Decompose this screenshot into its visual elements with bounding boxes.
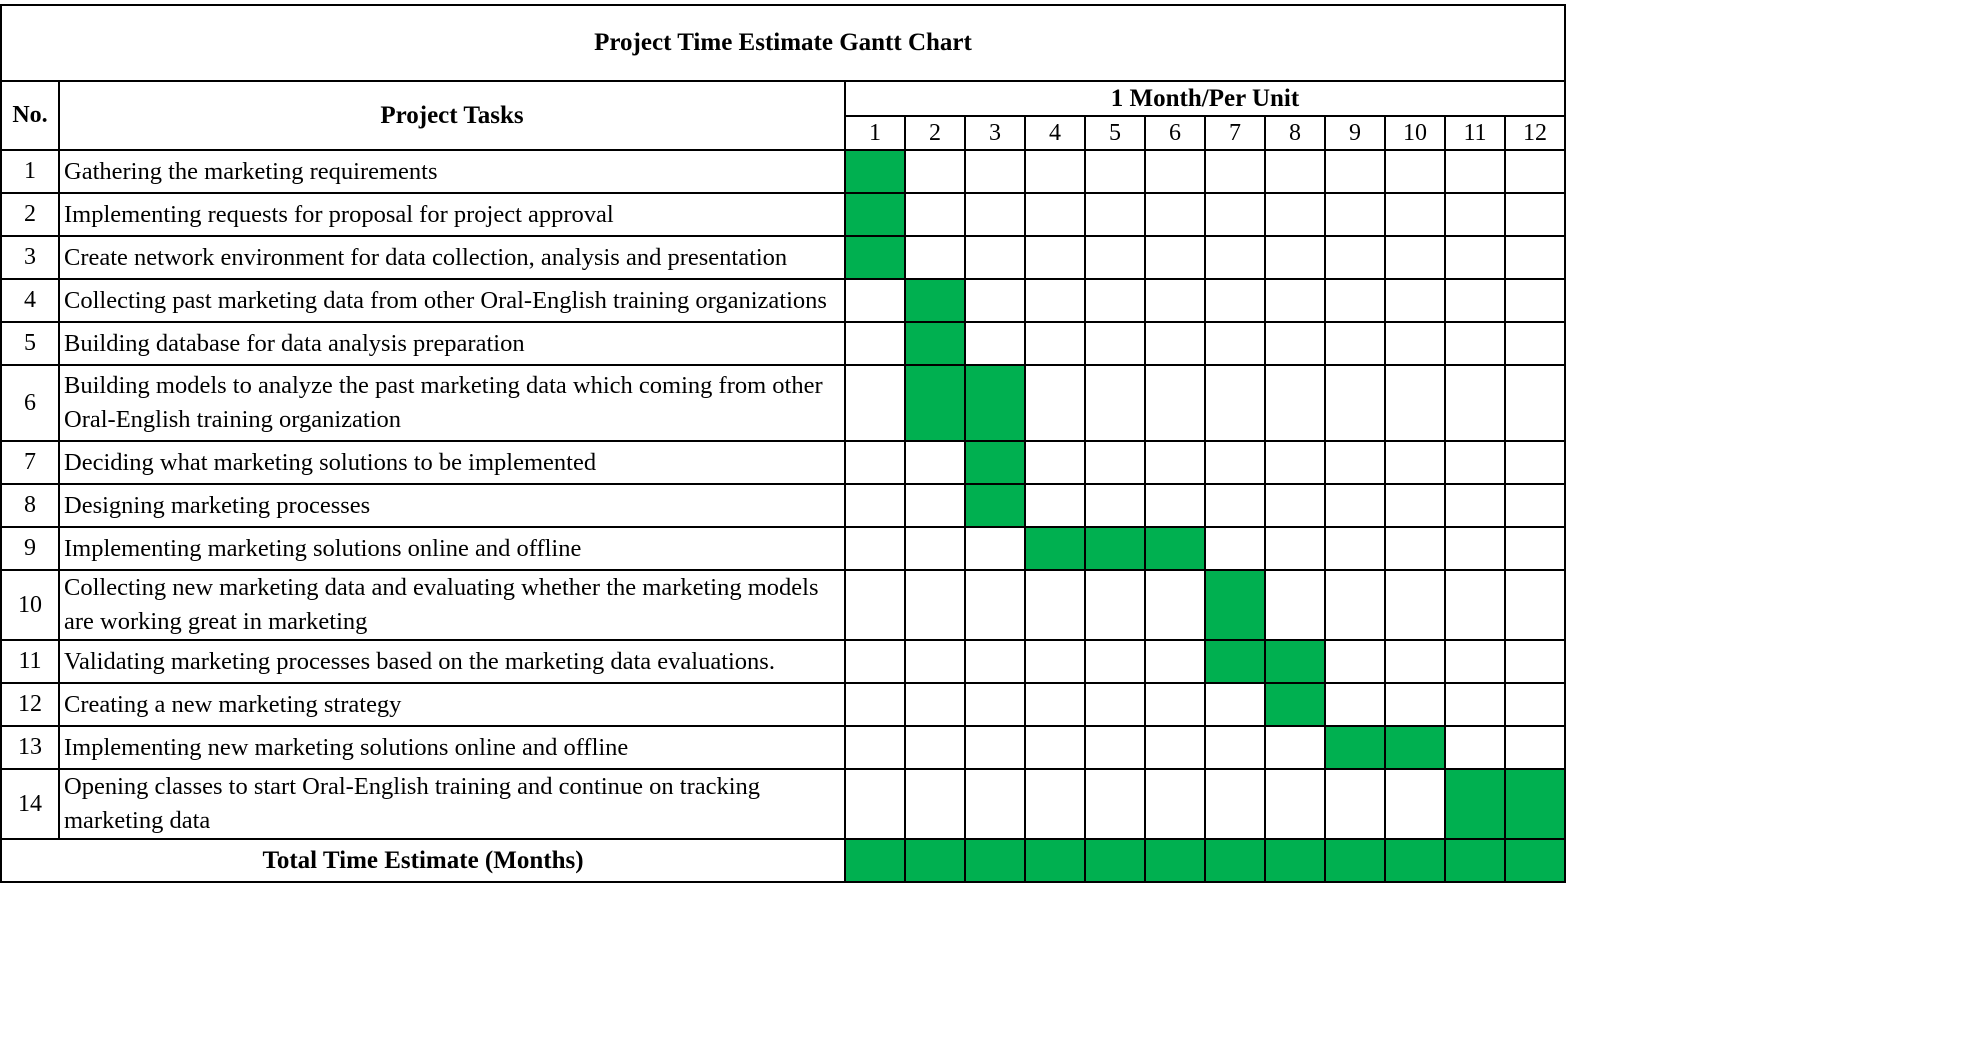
gantt-empty-cell (1205, 236, 1265, 279)
task-row (1, 322, 1565, 365)
gantt-empty-cell (905, 150, 965, 193)
gantt-bar-cell (1265, 683, 1325, 726)
gantt-empty-cell (845, 441, 905, 484)
task-number: 14 (1, 769, 59, 839)
gantt-bar-cell (1025, 527, 1085, 570)
gantt-empty-cell (1505, 726, 1565, 769)
chart-title: Project Time Estimate Gantt Chart (1, 5, 1565, 81)
gantt-empty-cell (965, 726, 1025, 769)
gantt-empty-cell (1505, 322, 1565, 365)
header-project-tasks: Project Tasks (59, 81, 845, 150)
gantt-empty-cell (1145, 640, 1205, 683)
gantt-empty-cell (845, 726, 905, 769)
gantt-empty-cell (1085, 570, 1145, 640)
task-row (1, 279, 1565, 322)
gantt-empty-cell (1145, 570, 1205, 640)
gantt-empty-cell (1445, 527, 1505, 570)
gantt-empty-cell (1385, 570, 1445, 640)
month-header-10: 10 (1385, 116, 1445, 150)
gantt-empty-cell (1205, 193, 1265, 236)
gantt-bar-cell (845, 236, 905, 279)
task-row (1, 484, 1565, 527)
gantt-table (0, 4, 1566, 883)
gantt-empty-cell (1325, 365, 1385, 441)
gantt-empty-cell (1385, 193, 1445, 236)
gantt-empty-cell (845, 527, 905, 570)
gantt-empty-cell (1325, 322, 1385, 365)
gantt-empty-cell (1325, 236, 1385, 279)
gantt-empty-cell (845, 769, 905, 839)
gantt-bar-cell (1085, 527, 1145, 570)
gantt-empty-cell (1145, 279, 1205, 322)
gantt-empty-cell (1145, 726, 1205, 769)
gantt-bar-cell (965, 484, 1025, 527)
task-row (1, 441, 1565, 484)
gantt-bar-cell (1265, 640, 1325, 683)
header-no: No. (1, 81, 59, 150)
gantt-empty-cell (1325, 570, 1385, 640)
gantt-empty-cell (1445, 570, 1505, 640)
task-name: Creating a new marketing strategy (59, 683, 845, 726)
header-month-unit: 1 Month/Per Unit (845, 81, 1565, 116)
gantt-chart (0, 4, 1566, 883)
gantt-empty-cell (1205, 150, 1265, 193)
gantt-empty-cell (965, 193, 1025, 236)
gantt-empty-cell (1025, 683, 1085, 726)
gantt-empty-cell (1265, 726, 1325, 769)
total-bar-cell (1085, 839, 1145, 882)
gantt-bar-cell (905, 279, 965, 322)
task-number: 2 (1, 193, 59, 236)
gantt-empty-cell (1505, 484, 1565, 527)
month-header-7: 7 (1205, 116, 1265, 150)
task-name: Deciding what marketing solutions to be implemented (59, 441, 845, 484)
total-bar-cell (1385, 839, 1445, 882)
task-name: Implementing new marketing solutions online and offline (59, 726, 845, 769)
gantt-empty-cell (1085, 640, 1145, 683)
gantt-empty-cell (1265, 193, 1325, 236)
task-number: 1 (1, 150, 59, 193)
month-header-8: 8 (1265, 116, 1325, 150)
gantt-empty-cell (905, 236, 965, 279)
gantt-empty-cell (1145, 441, 1205, 484)
gantt-empty-cell (1445, 441, 1505, 484)
task-name: Building database for data analysis preparation (59, 322, 845, 365)
gantt-empty-cell (1385, 322, 1445, 365)
gantt-empty-cell (1085, 322, 1145, 365)
task-name: Implementing requests for proposal for project approval (59, 193, 845, 236)
task-name: Building models to analyze the past marketing data which coming from other Oral-English training organization (59, 365, 845, 441)
gantt-empty-cell (905, 441, 965, 484)
gantt-bar-cell (1505, 769, 1565, 839)
gantt-empty-cell (1325, 640, 1385, 683)
gantt-empty-cell (1145, 365, 1205, 441)
gantt-empty-cell (1145, 484, 1205, 527)
gantt-empty-cell (1385, 365, 1445, 441)
gantt-empty-cell (845, 365, 905, 441)
gantt-empty-cell (1445, 484, 1505, 527)
task-number: 13 (1, 726, 59, 769)
gantt-bar-cell (965, 441, 1025, 484)
gantt-empty-cell (965, 279, 1025, 322)
gantt-empty-cell (1025, 365, 1085, 441)
task-row (1, 365, 1565, 441)
gantt-empty-cell (1145, 769, 1205, 839)
gantt-empty-cell (905, 193, 965, 236)
task-number: 10 (1, 570, 59, 640)
gantt-empty-cell (1265, 279, 1325, 322)
gantt-empty-cell (1505, 441, 1565, 484)
task-name: Implementing marketing solutions online and offline (59, 527, 845, 570)
gantt-empty-cell (965, 769, 1025, 839)
gantt-empty-cell (845, 484, 905, 527)
gantt-empty-cell (1085, 441, 1145, 484)
gantt-empty-cell (1205, 441, 1265, 484)
gantt-empty-cell (1025, 236, 1085, 279)
gantt-empty-cell (1325, 527, 1385, 570)
task-row (1, 726, 1565, 769)
gantt-empty-cell (905, 683, 965, 726)
gantt-empty-cell (1325, 683, 1385, 726)
task-name: Collecting new marketing data and evaluating whether the marketing models are working great in marketing (59, 570, 845, 640)
gantt-empty-cell (1145, 193, 1205, 236)
task-number: 9 (1, 527, 59, 570)
gantt-empty-cell (1025, 150, 1085, 193)
total-bar-cell (845, 839, 905, 882)
gantt-empty-cell (1265, 570, 1325, 640)
gantt-empty-cell (845, 279, 905, 322)
month-header-6: 6 (1145, 116, 1205, 150)
gantt-empty-cell (1385, 236, 1445, 279)
gantt-empty-cell (1505, 365, 1565, 441)
gantt-empty-cell (1265, 150, 1325, 193)
gantt-bar-cell (905, 322, 965, 365)
task-row (1, 236, 1565, 279)
gantt-empty-cell (1505, 193, 1565, 236)
gantt-empty-cell (1145, 150, 1205, 193)
gantt-empty-cell (1085, 683, 1145, 726)
task-row (1, 769, 1565, 839)
month-header-4: 4 (1025, 116, 1085, 150)
gantt-empty-cell (1205, 683, 1265, 726)
gantt-bar-cell (1205, 570, 1265, 640)
task-row (1, 640, 1565, 683)
gantt-empty-cell (1325, 150, 1385, 193)
gantt-empty-cell (1445, 365, 1505, 441)
month-header-9: 9 (1325, 116, 1385, 150)
gantt-empty-cell (1445, 726, 1505, 769)
total-bar-cell (1025, 839, 1085, 882)
gantt-bar-cell (1145, 527, 1205, 570)
task-name: Collecting past marketing data from other Oral-English training organizations (59, 279, 845, 322)
task-number: 3 (1, 236, 59, 279)
gantt-empty-cell (1385, 640, 1445, 683)
task-name: Create network environment for data collection, analysis and presentation (59, 236, 845, 279)
gantt-empty-cell (1385, 527, 1445, 570)
task-number: 11 (1, 640, 59, 683)
gantt-empty-cell (1085, 279, 1145, 322)
gantt-empty-cell (1025, 769, 1085, 839)
gantt-empty-cell (1385, 484, 1445, 527)
total-bar-cell (1145, 839, 1205, 882)
gantt-empty-cell (1085, 726, 1145, 769)
gantt-empty-cell (1025, 193, 1085, 236)
gantt-empty-cell (905, 484, 965, 527)
gantt-empty-cell (1385, 150, 1445, 193)
total-bar-cell (1505, 839, 1565, 882)
gantt-empty-cell (1085, 484, 1145, 527)
gantt-empty-cell (1385, 683, 1445, 726)
gantt-empty-cell (1265, 365, 1325, 441)
task-number: 6 (1, 365, 59, 441)
month-header-11: 11 (1445, 116, 1505, 150)
gantt-empty-cell (1265, 484, 1325, 527)
gantt-empty-cell (1325, 441, 1385, 484)
month-header-5: 5 (1085, 116, 1145, 150)
gantt-empty-cell (965, 322, 1025, 365)
gantt-empty-cell (905, 769, 965, 839)
task-name: Gathering the marketing requirements (59, 150, 845, 193)
gantt-empty-cell (1085, 365, 1145, 441)
gantt-empty-cell (1205, 365, 1265, 441)
gantt-empty-cell (1445, 640, 1505, 683)
gantt-empty-cell (1025, 484, 1085, 527)
gantt-bar-cell (905, 365, 965, 441)
total-bar-cell (1205, 839, 1265, 882)
gantt-empty-cell (905, 527, 965, 570)
gantt-empty-cell (845, 683, 905, 726)
gantt-empty-cell (965, 236, 1025, 279)
gantt-bar-cell (1445, 769, 1505, 839)
task-name: Validating marketing processes based on the marketing data evaluations. (59, 640, 845, 683)
task-name: Designing marketing processes (59, 484, 845, 527)
gantt-empty-cell (1445, 150, 1505, 193)
total-row (1, 839, 1565, 882)
gantt-empty-cell (905, 726, 965, 769)
gantt-empty-cell (1505, 150, 1565, 193)
task-row (1, 683, 1565, 726)
gantt-empty-cell (1325, 193, 1385, 236)
gantt-empty-cell (965, 150, 1025, 193)
gantt-bar-cell (1385, 726, 1445, 769)
task-number: 12 (1, 683, 59, 726)
gantt-empty-cell (845, 322, 905, 365)
gantt-empty-cell (1205, 322, 1265, 365)
total-bar-cell (1325, 839, 1385, 882)
gantt-empty-cell (1085, 236, 1145, 279)
gantt-empty-cell (965, 527, 1025, 570)
gantt-empty-cell (1025, 570, 1085, 640)
task-number: 7 (1, 441, 59, 484)
gantt-empty-cell (1265, 769, 1325, 839)
gantt-empty-cell (1505, 640, 1565, 683)
total-time-label: Total Time Estimate (Months) (1, 839, 845, 882)
gantt-empty-cell (1265, 441, 1325, 484)
gantt-empty-cell (1325, 484, 1385, 527)
task-number: 8 (1, 484, 59, 527)
month-header-3: 3 (965, 116, 1025, 150)
gantt-empty-cell (1445, 236, 1505, 279)
total-bar-cell (905, 839, 965, 882)
gantt-empty-cell (1205, 279, 1265, 322)
gantt-empty-cell (1085, 193, 1145, 236)
gantt-empty-cell (965, 683, 1025, 726)
gantt-bar-cell (845, 193, 905, 236)
task-name: Opening classes to start Oral-English training and continue on tracking marketing data (59, 769, 845, 839)
gantt-bar-cell (1325, 726, 1385, 769)
gantt-empty-cell (1025, 441, 1085, 484)
gantt-empty-cell (845, 640, 905, 683)
gantt-empty-cell (965, 640, 1025, 683)
gantt-bar-cell (965, 365, 1025, 441)
gantt-empty-cell (1025, 640, 1085, 683)
gantt-empty-cell (1505, 236, 1565, 279)
task-number: 4 (1, 279, 59, 322)
total-bar-cell (965, 839, 1025, 882)
month-header-2: 2 (905, 116, 965, 150)
gantt-empty-cell (1385, 769, 1445, 839)
gantt-empty-cell (1385, 441, 1445, 484)
task-row (1, 570, 1565, 640)
month-header-12: 12 (1505, 116, 1565, 150)
gantt-empty-cell (1445, 322, 1505, 365)
gantt-empty-cell (1505, 527, 1565, 570)
gantt-empty-cell (965, 570, 1025, 640)
gantt-empty-cell (1505, 570, 1565, 640)
gantt-empty-cell (1325, 279, 1385, 322)
total-bar-cell (1445, 839, 1505, 882)
gantt-empty-cell (1445, 193, 1505, 236)
gantt-empty-cell (1445, 683, 1505, 726)
gantt-empty-cell (1385, 279, 1445, 322)
task-row (1, 527, 1565, 570)
gantt-empty-cell (1205, 769, 1265, 839)
gantt-empty-cell (1505, 279, 1565, 322)
gantt-empty-cell (1505, 683, 1565, 726)
gantt-empty-cell (1265, 236, 1325, 279)
gantt-empty-cell (845, 570, 905, 640)
gantt-empty-cell (1025, 726, 1085, 769)
gantt-empty-cell (1265, 527, 1325, 570)
gantt-empty-cell (1145, 322, 1205, 365)
gantt-empty-cell (1025, 279, 1085, 322)
gantt-empty-cell (1025, 322, 1085, 365)
month-header-1: 1 (845, 116, 905, 150)
total-bar-cell (1265, 839, 1325, 882)
gantt-empty-cell (1085, 150, 1145, 193)
gantt-bar-cell (845, 150, 905, 193)
gantt-empty-cell (1325, 769, 1385, 839)
gantt-empty-cell (1265, 322, 1325, 365)
task-row (1, 193, 1565, 236)
task-row (1, 150, 1565, 193)
gantt-bar-cell (1205, 640, 1265, 683)
gantt-empty-cell (1445, 279, 1505, 322)
gantt-empty-cell (905, 640, 965, 683)
gantt-empty-cell (1205, 527, 1265, 570)
gantt-empty-cell (1085, 769, 1145, 839)
gantt-empty-cell (1145, 236, 1205, 279)
gantt-empty-cell (1145, 683, 1205, 726)
gantt-empty-cell (1205, 484, 1265, 527)
gantt-empty-cell (1205, 726, 1265, 769)
gantt-empty-cell (905, 570, 965, 640)
task-number: 5 (1, 322, 59, 365)
